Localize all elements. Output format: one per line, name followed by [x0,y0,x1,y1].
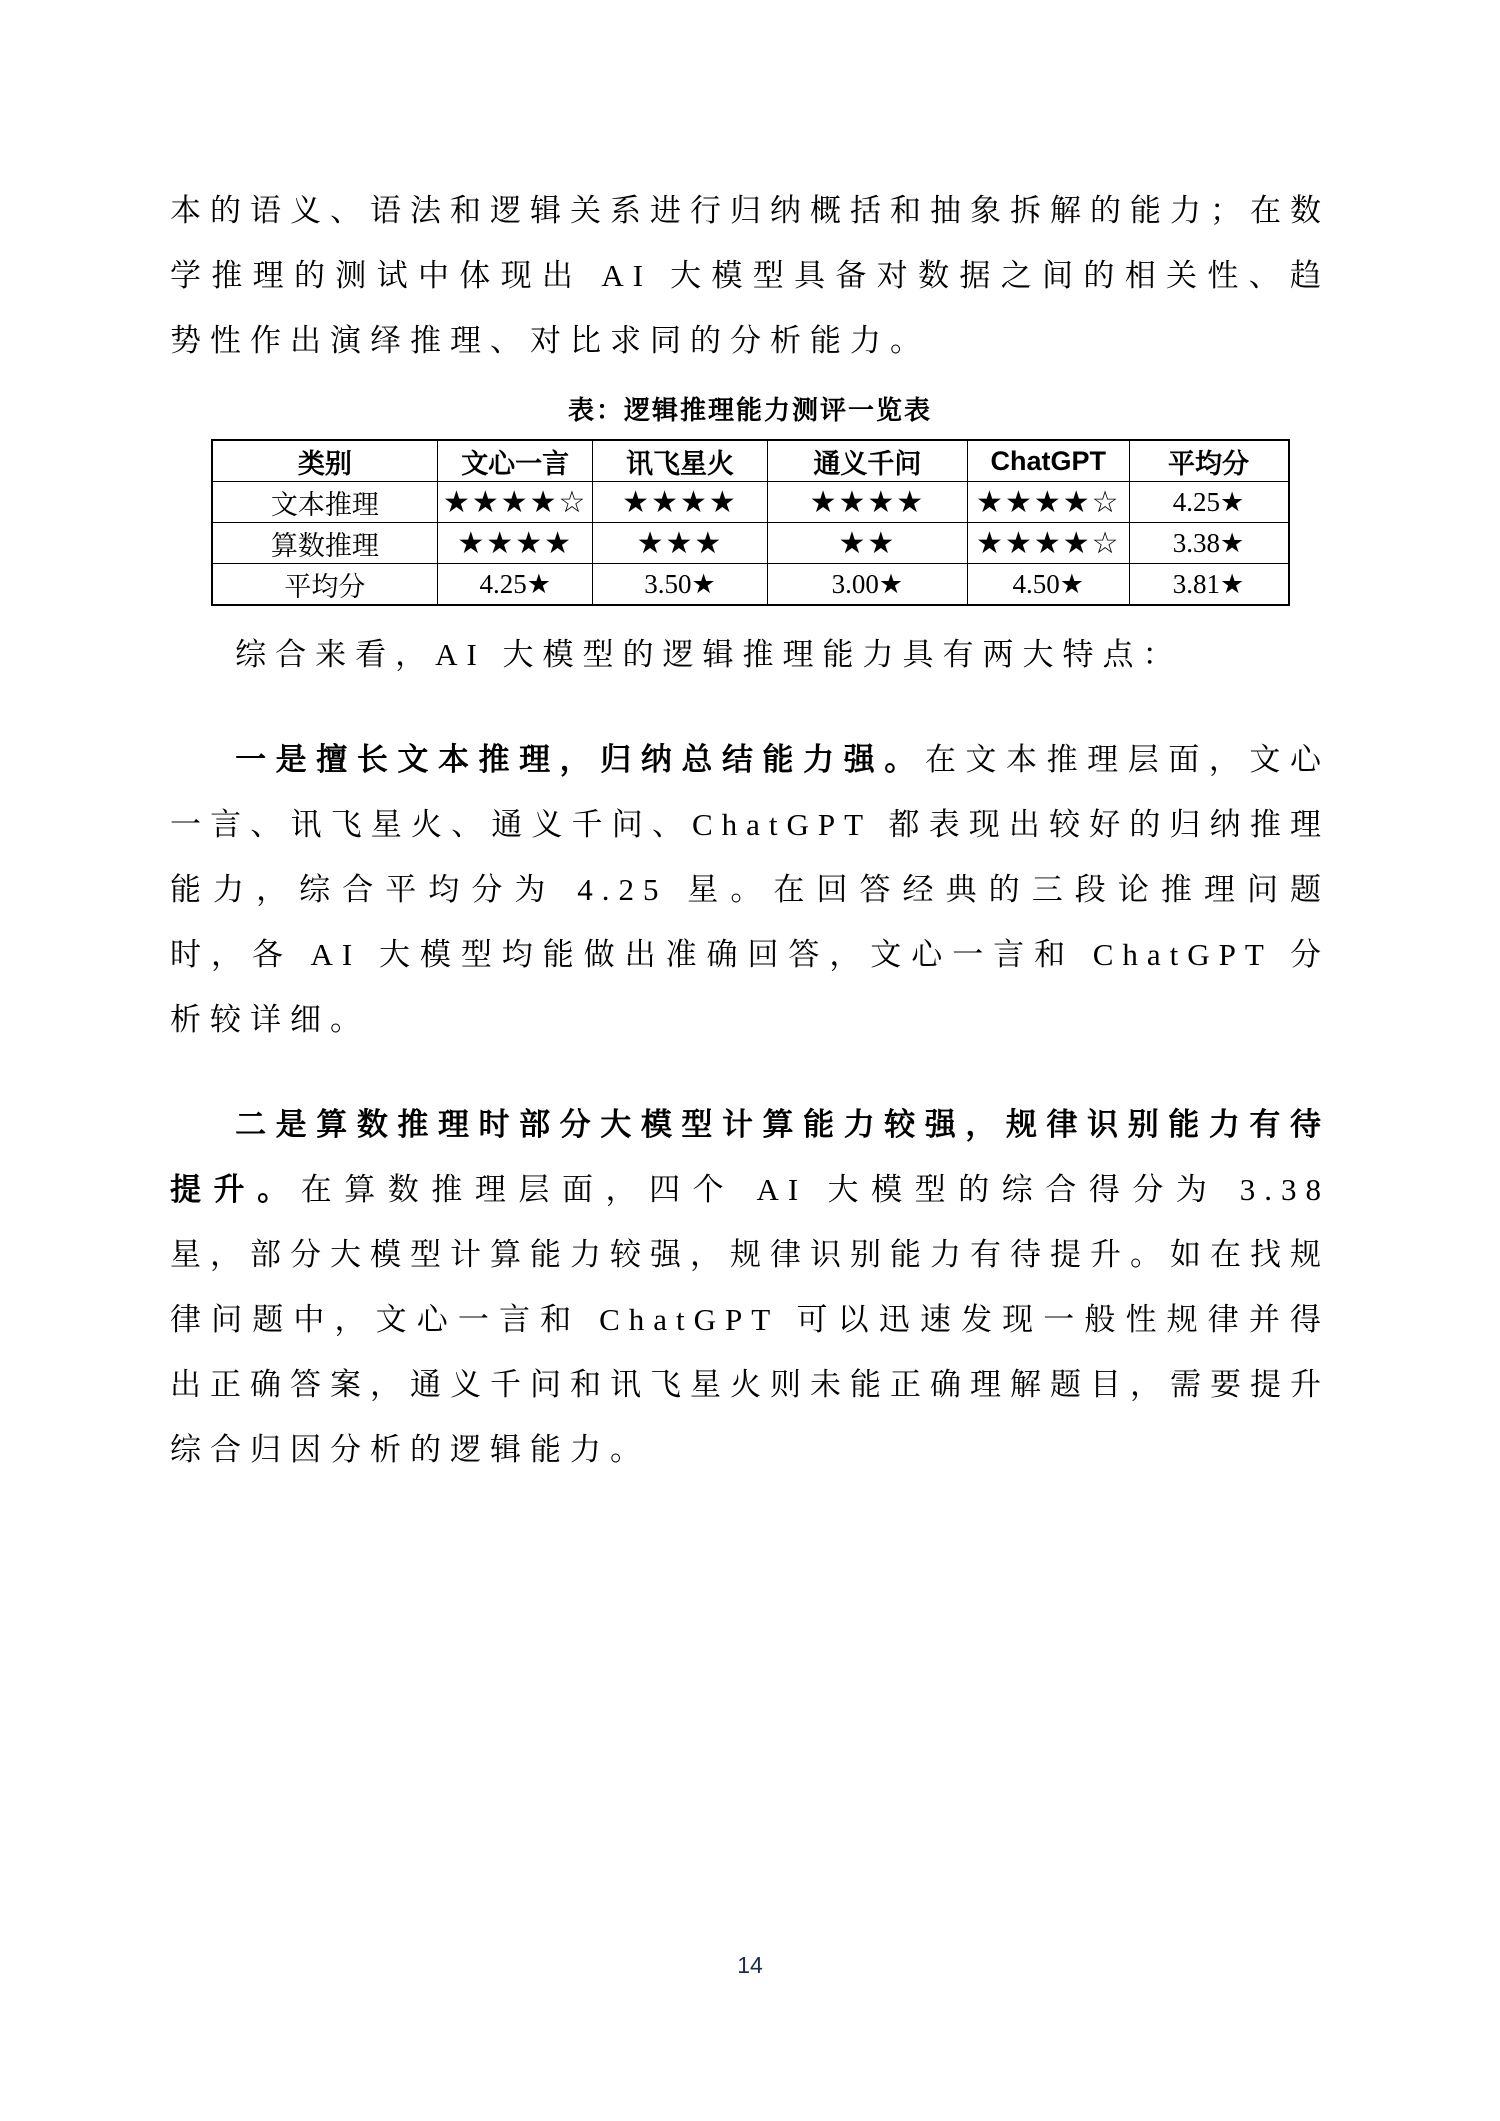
average-score: 3.00★ [767,564,967,606]
table-row-math-reasoning [212,523,1289,564]
star-rating: ★★★★☆ [968,523,1130,564]
average-score: 4.50★ [968,564,1130,606]
star-rating: ★★★★☆ [438,482,593,523]
paragraph-summary: 综合来看，AI 大模型的逻辑推理能力具有两大特点： [235,637,1183,672]
page-content [170,178,1330,1482]
star-rating: ★★ [767,523,967,564]
point-two-body: 在算数推理层面，四个 AI 大模型的综合得分为 3.38 星，部分大模型计算能力较强，规律识别能力有待提升。如在找规律问题中，文心一言和 ChatGPT 可以迅速发现一般性规律并得出正确答案，通义千问和讯飞星火则未能正确理解题目，需要提升综合归因分析的逻辑能力。 [170,1172,1330,1467]
header-average: 平均分 [1129,440,1288,482]
header-tongyiqianwen: 通义千问 [767,440,967,482]
row-label: 算数推理 [212,523,438,564]
row-label: 文本推理 [212,482,438,523]
average-score: 4.25★ [438,564,593,606]
star-rating: ★★★★ [438,523,593,564]
header-category: 类别 [212,440,438,482]
average-score: 3.50★ [593,564,767,606]
header-chatgpt: ChatGPT [968,440,1130,482]
star-rating: ★★★ [593,523,767,564]
table-row-text-reasoning [212,482,1289,523]
star-rating: ★★★★ [593,482,767,523]
average-score: 3.81★ [1129,564,1288,606]
star-rating: ★★★★☆ [968,482,1130,523]
paragraph-point-one [170,727,1330,1052]
point-two-lead: 二是算数推理时部分大模型计算能力较强，规律识别能力有待提升。 [170,1107,1330,1207]
header-wenxinyiyan: 文心一言 [438,440,593,482]
average-score: 4.25★ [1129,482,1288,523]
table-row-average [212,564,1289,606]
paragraph-point-two [170,1092,1330,1482]
table-header-row [212,440,1289,482]
header-xunfeixinghuo: 讯飞星火 [593,440,767,482]
average-score: 3.38★ [1129,523,1288,564]
point-one-body: 在文本推理层面，文心一言、讯飞星火、通义千问、ChatGPT 都表现出较好的归纳推理能力，综合平均分为 4.25 星。在回答经典的三段论推理问题时，各 AI 大模型均能做出准确回答，文心一言和 ChatGPT 分析较详细。 [170,742,1331,1037]
page-number: 14 [737,1952,763,1978]
star-rating: ★★★★ [767,482,967,523]
point-one-lead: 一是擅长文本推理，归纳总结能力强。 [235,742,925,777]
paragraph-continuation: 本的语义、语法和逻辑关系进行归纳概括和抽象拆解的能力；在数学推理的测试中体现出 AI 大模型具备对数据之间的相关性、趋势性作出演绎推理、对比求同的分析能力。 [170,193,1330,358]
table-title: 表：逻辑推理能力测评一览表 [567,395,932,425]
row-label: 平均分 [212,564,438,606]
evaluation-table [211,439,1290,606]
